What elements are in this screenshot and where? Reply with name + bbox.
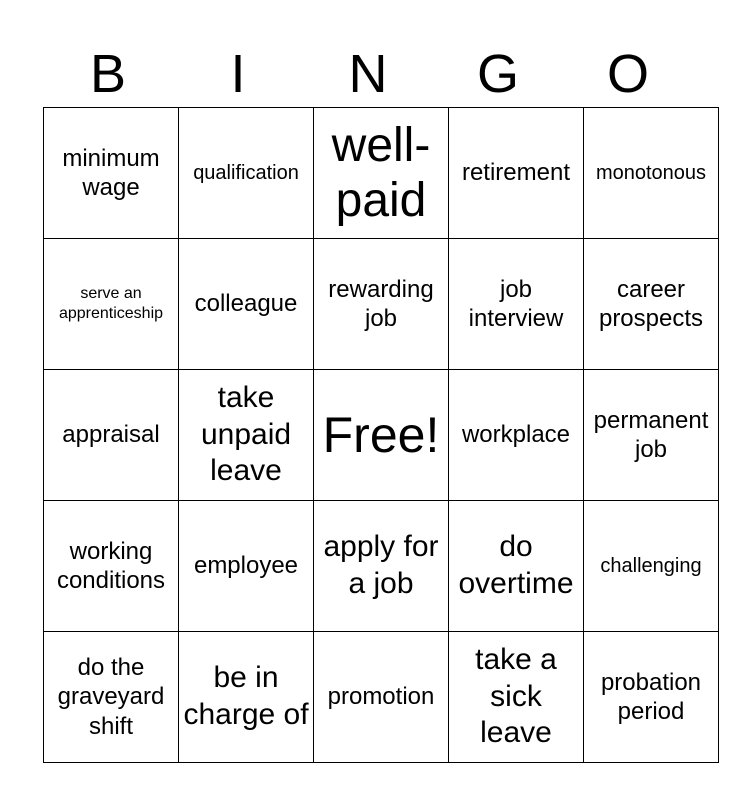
bingo-cell[interactable]: appraisal bbox=[44, 370, 179, 501]
bingo-cell[interactable]: take a sick leave bbox=[449, 632, 584, 763]
bingo-cell[interactable]: do overtime bbox=[449, 501, 584, 632]
free-space[interactable]: Free! bbox=[314, 370, 449, 501]
bingo-row bbox=[44, 501, 719, 632]
bingo-card bbox=[43, 107, 719, 763]
bingo-cell[interactable]: permanent job bbox=[584, 370, 719, 501]
bingo-cell[interactable]: serve an apprenticeship bbox=[44, 239, 179, 370]
bingo-cell[interactable]: well-paid bbox=[314, 108, 449, 239]
header-letter-o: O bbox=[606, 44, 649, 104]
bingo-cell[interactable]: minimum wage bbox=[44, 108, 179, 239]
bingo-cell[interactable]: monotonous bbox=[584, 108, 719, 239]
header-letter-n: N bbox=[348, 44, 388, 104]
bingo-cell[interactable]: be in charge of bbox=[179, 632, 314, 763]
bingo-cell[interactable]: probation period bbox=[584, 632, 719, 763]
bingo-cell[interactable]: apply for a job bbox=[314, 501, 449, 632]
bingo-cell[interactable]: qualification bbox=[179, 108, 314, 239]
bingo-cell[interactable]: job interview bbox=[449, 239, 584, 370]
bingo-cell[interactable]: promotion bbox=[314, 632, 449, 763]
bingo-cell[interactable]: working conditions bbox=[44, 501, 179, 632]
bingo-row bbox=[44, 108, 719, 239]
header-letter-b: B bbox=[89, 44, 127, 104]
bingo-cell[interactable]: challenging bbox=[584, 501, 719, 632]
bingo-cell[interactable]: do the graveyard shift bbox=[44, 632, 179, 763]
bingo-row bbox=[44, 632, 719, 763]
bingo-cell[interactable]: retirement bbox=[449, 108, 584, 239]
bingo-row bbox=[44, 239, 719, 370]
bingo-cell[interactable]: career prospects bbox=[584, 239, 719, 370]
header-letter-i: I bbox=[230, 44, 246, 104]
bingo-cell[interactable]: colleague bbox=[179, 239, 314, 370]
header-letter-g: G bbox=[476, 44, 519, 104]
bingo-header bbox=[43, 40, 693, 108]
bingo-cell[interactable]: rewarding job bbox=[314, 239, 449, 370]
bingo-row bbox=[44, 370, 719, 501]
bingo-cell[interactable]: workplace bbox=[449, 370, 584, 501]
bingo-cell[interactable]: employee bbox=[179, 501, 314, 632]
bingo-cell[interactable]: take unpaid leave bbox=[179, 370, 314, 501]
